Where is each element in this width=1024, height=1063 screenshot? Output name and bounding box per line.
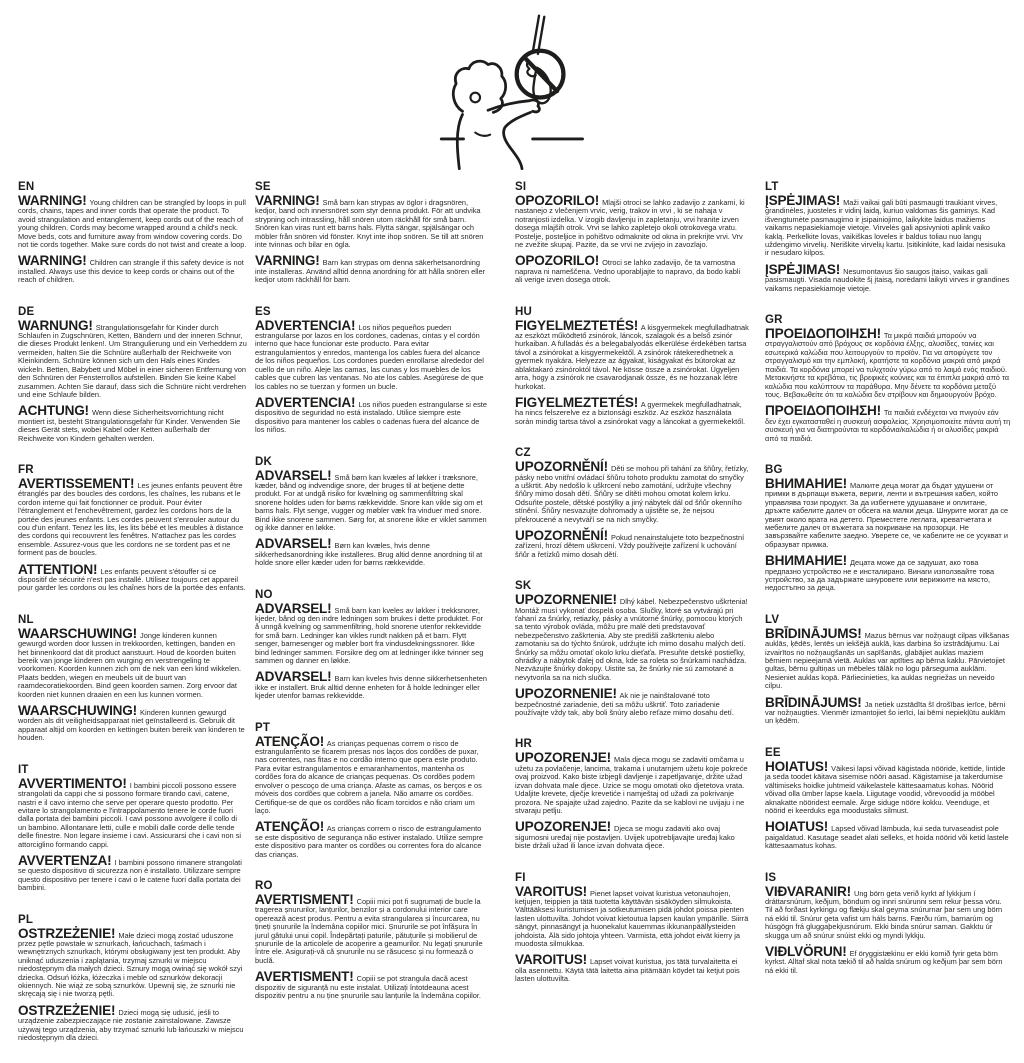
column-2 — [255, 181, 489, 1021]
language-section-dk — [255, 456, 489, 568]
language-code: IT — [18, 763, 29, 776]
language-section-se — [255, 181, 489, 285]
warning-heading: ADVARSEL! — [255, 669, 332, 685]
warning-heading: UPOZORNENIE! — [515, 592, 617, 608]
warning-paragraph: AVERTISMENT! Copiii mici pot fi sugrumați de bucle la tragerea șnururilor, lanțurilor, benzilor și a cordonului interior care operează acest produs. Pentru a evita strangularea și încurcarea, nu țineți șnururile la îndemâna copiilor mici. Șnururile se pot înfășura în jurul gâtului unui copil. Îndepărtați paturile, pătuțurile și mobilierul de șnururile de la articolele de acoperire a geamurilor. Nu legați șnururile între ele. Asigurați-vă că șnururile nu se răsucesc și nu formează o buclă. — [255, 891, 483, 965]
warning-heading: OSTRZEŻENIE! — [18, 925, 116, 941]
language-code: SK — [515, 580, 532, 593]
language-code: LV — [765, 613, 780, 626]
warning-heading: ВНИМАНИЕ! — [765, 475, 847, 491]
warning-paragraph: WAARSCHUWING! Kinderen kunnen gewurgd worden als dit veiligheidsapparaat niet geïnstalleerd is. Gebruik dit apparaat altijd om koorden en kettingen buiten bereik van kinderen te houden. — [18, 703, 245, 743]
warning-heading: ΠΡΟΕΙΔΟΠΟΙΗΣΗ! — [765, 326, 881, 342]
language-code: DE — [18, 305, 35, 318]
warning-heading: AVVERTENZA! — [18, 852, 112, 868]
warning-paragraph: OPOZORILO! Otroci se lahko zadavijo, če ta varnostna naprava ni nameščena. Vedno uporabljajte to napravo, da bodo kabli ali verige izven dosega otrok. — [515, 253, 741, 285]
prohibition-circle-icon — [517, 51, 564, 98]
warning-paragraph: ADVARSEL! Børn kan kvæles, hvis denne sikkerhedsanordning ikke installeres. Brug altid denne anordning til at holde snore eller kæder uden for børns rækkevidde. — [255, 536, 483, 568]
cord — [533, 16, 545, 54]
warning-paragraph: UPOZORNĚNÍ! Děti se mohou při tahání za šňůry, řetízky, pásky nebo vnitřní ovládací šňůru tohoto produktu zamotat do smyčky a uškrtit. Aby nedošlo k uškrcení nebo zamotání, udržujte všechny šňůry mimo dosah dětí. Šňůry se dítěti mohou omotat kolem krku. Odsuňte postele, dětské postýlky a jiný nábytek dál od šňůr okenního stínění. Šňůry nesvazujte dohromady a ujistěte se, že nejsou překroucené a nevytváří se na nich smyčky. — [515, 459, 749, 524]
language-section-ro — [255, 880, 489, 1000]
language-section-si — [515, 181, 749, 285]
warning-heading: ATENÇÃO! — [255, 819, 325, 835]
language-section-cz — [515, 447, 749, 559]
language-section-bg — [765, 464, 1011, 593]
warning-paragraph: BRĪDINĀJUMS! Ja netiek uzstādīta šī drošības ierīce, bērni var nožņaugties. Vienmēr izmantojiet šo ierīci, lai bērni nepiekļūtu auklām un ķēdēm. — [765, 694, 1006, 726]
warning-heading: WAARSCHUWING! — [18, 625, 137, 641]
warning-paragraph: ADVERTENCIA! Los niños pueden estrangularse si este dispositivo de seguridad no está instalado. Utilice siempre este dispositivo para mantener los cables o cadenas fuera del alcance de los niños. — [255, 394, 487, 435]
warning-paragraph: FIGYELMEZTETÉS! A kisgyermekek megfulladhatnak az eszközt működtető zsinórok, láncok, szalagok és a belső zsinór hurkaiban. A fulladás és a belegabalyodás elkerülése érdekében tartsa távol a zsinórokat a kisgyermekektől. A zsinórok rátekeredhetnek a gyermek nyakára. Helyezze az ágyakat, kiságyakat és bútorokat az ablaktakaró zsinóroktól távol. Ne kösse össze a zsinórokat. Ügyeljen arra, hogy a zsinórok ne csavarodjanak össze, és ne hozzanak létre hurkokat. — [515, 317, 749, 391]
language-section-is — [765, 872, 1011, 976]
language-code: CZ — [515, 447, 531, 460]
warning-paragraph: ĮSPĖJIMAS! Maži vaikai gali būti pasmaugti traukiant virves, grandinėles, juosteles ir vidinį laidą, kuriuo valdomas šis gaminys. Kad išvengtumėte pasmaugimo ir įsipainiojimo, laikykite laidus mažiems vaikams nepasiekiamoje vietoje. Virvelės gali apsivynioti aplink vaiko kaklą. Perkelkite lovas, vaikiškas loveles ir baldus toliau nuo langų uždengimo virvelių. Neriškite virvelių kartu. Įsitikinkite, kad laidai nesisuka ir nesudaro kilpos. — [765, 193, 1006, 258]
language-code: NO — [255, 588, 273, 601]
warning-paragraph: OPOZORILO! Mlajši otroci se lahko zadavijo z zankami, ki nastanejo z vlečenjem vrvic, verig, trakov in vrvi , ki se nahaja v notranjosti izdelka. V izogib davljenju in zapletanju, vrvi hranite izven dosega mlajših otrok. Vrvi se lahko zapletejo okoli otrokovega vratu. Postelje, posteljice in pohištvo odmaknite od okna in prekrijte vrvi. Vrv ne zvežite skupaj. Pazite, da se vrvi ne zvijejo in zavozlajo. — [515, 193, 745, 250]
warning-paragraph: AVERTISSEMENT! Les jeunes enfants peuvent être étranglés par des boucles des cordons, les chaînes, les rubans et le cordon interne qui fait fonctionner ce produit. Pour éviter l'étranglement et l'enchevêtrement, gardez les cordons hors de la portée des jeunes enfants. Les cordes peuvent s'enrouler autour du cou d'un enfant. Tenez les lits, les lits bébé et les meubles à distance des cordons qui recouvrent les fenêtres. N'attachez pas les cordes ensemble. Assurez-vous que les cordons ne se tordent pas et ne forment pas de boucles. — [18, 475, 244, 558]
warning-paragraph: HOIATUS! Väikesi lapsi võivad kägistada nööride, kettide, lintide ja seda toodet käitava sisemise nööri aasad. Kägistamise ja takerdumise vältimiseks hoidke juhtmeid väikelastele kättesaamatus kohas. Nöörid võivad olla ümber lapse kaela. Liigutage voodid, võrevoodid ja mööbel aknakatte nööridest eemale. Ärge siduge nööre kokku. Veenduge, et nöörid ei keerduks ega moodustaks silmust. — [765, 758, 1006, 815]
warning-paragraph: OSTRZEŻENIE! Dzieci mogą się udusić, jeśli to urządzenie zabezpieczające nie zostanie zainstalowane. Zawsze używaj tego urządzenia, aby trzymać sznurki lub łańcuszki w miejscu niedostępnym dla dzieci. — [18, 1002, 244, 1043]
language-section-de — [18, 306, 247, 443]
warning-heading: VARNING! — [255, 193, 320, 208]
warning-paragraph: WARNING! Young children can be strangled by loops in pull cords, chains, tapes and inner cords that operate the product. To avoid strangulation and entanglement, keep cords out of the reach of young children. Cords may become wrapped around a child's neck. Move beds, cots and furniture away from window covering cords. Do not tie cords together. Make sure cords do not twist and create a loop. — [18, 193, 247, 250]
warning-paragraph: UPOZORENJE! Djeca se mogu zadaviti ako ovaj sigurnosni uređaj nije postavljen. Uvijek upotrebljavajte uređaj kako biste držali užad ili lance izvan dohvata djece. — [515, 819, 735, 851]
language-code: EN — [18, 181, 35, 193]
warning-heading: ACHTUNG! — [18, 403, 89, 419]
column-1 — [18, 181, 247, 1063]
language-code: SI — [515, 181, 527, 193]
column-3 — [515, 181, 749, 1005]
warning-paragraph: VAROITUS! Pienet lapset voivat kuristua vetonauhojen, ketjujen, teippien ja tätä tuotetta käyttävän sisäköyden silmukoista. Välttääksesi kuristumisen ja sotkeutumisen pidä johdot poissa pienten lasten ulottuvilta. Johdot voivat kietoutua lapsen kaulan ympärille. Siirrä sängyt, pinnasängyt ja huonekalut kauemmas ikkunanpäällysteiden johdoista. Älä sido johtoja yhteen. Varmista, että johdot eivät kierry ja muodosta silmukkaa. — [515, 883, 749, 948]
language-code: ES — [255, 305, 271, 318]
warning-heading: VIÐLVÖRUN! — [765, 943, 847, 959]
language-section-fr — [18, 464, 247, 593]
language-section-ee — [765, 747, 1011, 851]
warning-heading: ADVERTENCIA! — [255, 394, 356, 410]
warning-paragraph: UPOZORNĚNÍ! Pokud nenainstalujete toto bezpečnostní zařízení, hrozí dětem uškrcení. Vždy používejte zařízení k uchování šňůr a řetízků mimo dosah dětí. — [515, 527, 745, 559]
warning-heading: ATENÇÃO! — [255, 733, 325, 749]
warning-heading: ВНИМАНИЕ! — [765, 553, 847, 569]
language-code: LT — [765, 181, 779, 193]
language-section-hr — [515, 738, 749, 850]
warning-paragraph: AVVERTIMENTO! I bambini piccoli possono essere strangolati da cappi che si possono formare tirando cavi, catene, nastri e il cavo interno che serve per operare questo prodotto. Per evitare lo strangolamento e l'intrappolamento tenere le corde fuori dalla portata dei bambini piccoli. I cavi possono avvolgere il collo di un bambino. Allontanare letti, culle e mobili dalle corde delle tende delle finestre. Non legare insieme i cavi. Assicurarsi che i cavi non si attorciglino formando cappi. — [18, 775, 242, 849]
warning-heading: UPOZORNENIE! — [515, 686, 617, 702]
warning-heading: VAROITUS! — [515, 883, 587, 899]
language-section-sk — [515, 580, 749, 717]
warning-paragraph: ADVERTENCIA! Los niños pequeños pueden estrangularse por lazos en los cordones, cadenas, cintas y el cordón interno que hace funcionar este producto. Para evitar estrangulamientos y enredos, mantenga los cables fuera del alcance de los niños pequeños. Los cordones pueden enrollarse alrededor del cuello de un niño. Aleje las camas, las cunas y los muebles de los cables que cubren las ventanas. No ate los cables. Asegúrese de que los cables no se tuerzan y formen un bucle. — [255, 317, 484, 391]
warning-heading: ΠΡΟΕΙΔΟΠΟΙΗΣΗ! — [765, 403, 881, 419]
warning-heading: HOIATUS! — [765, 758, 829, 774]
warning-paragraph: ВНИМАНИЕ! Малките деца могат да бъдат удушени от примки в дърпащи въжета, вериги, ленти и вътрешния кабел, който управлява този продукт. За да избегнете удушаване и оплитане, дръжте кабелите далеч от обсега на малки деца. Шнурите могат да се увият около врата на детето. Преместете леглата, креватчетата и мебелите далеч от въжетата за покриване на прозорци. Не завързвайте кабелите заедно. Уверете се, че кабелите не се усукват и образуват примка. — [765, 475, 1009, 549]
warning-paragraph: ATENÇÃO! As crianças correm o risco de estrangulamento se este dispositivo de segurança não estiver instalado. Utilize sempre este dispositivo para manter os cordões ou correntes fora do alcance das crianças. — [255, 819, 483, 859]
warning-heading: UPOZORNĚNÍ! — [515, 459, 608, 475]
language-section-lt — [765, 181, 1011, 293]
warning-heading: OSTRZEŻENIE! — [18, 1002, 116, 1018]
warning-paragraph: WARNUNG! Strangulationsgefahr für Kinder durch Schlaufen in Zugschnüren, Ketten, Bändern und der inneren Schnur, die dieses Produkt lenken!. Um Strangulierung und ein Verheddern zu vermeiden, halten Sie die Schnüre außerhalb der Reichweite von Kleinkindern. Schnüre können sich um den Hals eines Kindes wickeln. Betten, Babybett und Möbel in einer sicheren Entfernung von den Schnüren der Fensterrollos aufstellen. Binden Sie keine Kabel zusammen. Achten Sie darauf, dass sich die Schnüre nicht verdrehen und eine Schlaufe bilden. — [18, 317, 247, 399]
language-section-it — [18, 764, 247, 893]
warning-heading: UPOZORENJE! — [515, 750, 611, 766]
warning-paragraph: VAROITUS! Lapset voivat kuristua, jos tätä turvalaitetta ei olla asennettu. Käytä tätä laitetta aina pitämään köydet tai ketjut pois lasten ulottuvilta. — [515, 952, 740, 984]
language-section-fi — [515, 872, 749, 984]
warning-heading: ĮSPĖJIMAS! — [765, 261, 841, 277]
language-code: BG — [765, 463, 783, 476]
column-4 — [765, 181, 1011, 996]
warning-paragraph: ΠΡΟΕΙΔΟΠΟΙΗΣΗ! Τα παιδιά ενδέχεται να πνιγούν εάν δεν έχει εγκατασταθεί η συσκευή ασφαλείας. Χρησιμοποιείτε πάντα αυτή τη συσκευή για να διατηρούνται τα κορδόνια/καλώδια ή οι αλυσίδες μακριά από τα παιδιά. — [765, 403, 1011, 443]
language-code: PL — [18, 913, 34, 926]
warning-paragraph: AVVERTENZA! I bambini possono rimanere strangolati se questo dispositivo di sicurezza non è installato. Utilizzare sempre questo dispositivo per tenere i cavi o le catene fuori dalla portata dei bambini. — [18, 852, 242, 893]
language-code: PT — [255, 721, 271, 734]
language-code: SE — [255, 181, 271, 193]
warning-paragraph: ĮSPĖJIMAS! Nesumontavus šio saugos įtaiso, vaikas gali pasismaugti. Visada naudokite šį įtaisą, norėdami laikyti virves ir grandines vaikams nepasiekiamoje vietoje. — [765, 261, 1010, 293]
warning-paragraph: FIGYELMEZTETÉS! A gyermekek megfulladhatnak, ha nincs felszerelve ez a biztonsági eszköz. Az eszköz használata során mindig tartsa távol a zsinórokat vagy a láncokat a gyermekektől. — [515, 394, 746, 426]
warning-heading: UPOZORENJE! — [515, 819, 611, 835]
warning-paragraph: VIÐVARANIR! Ung börn geta verið kyrkt af lykkjum í dráttarsnúrum, keðjum, böndum og innri snúrunni sem rekur þessa vöru. Til að forðast kyrkingu og flækju skal geyma snúrurnar þar sem ung börn ná ekki til. Snúrur geta vafist um háls barns. Færðu rúm, barnarúm og húsgögn frá gluggaþekjusnúrum. Ekki binda snúrur saman. Gakktu úr skugga um að snúrur snúist ekki og myndi lykkju. — [765, 883, 1003, 940]
language-section-nl — [18, 614, 247, 743]
language-code: NL — [18, 613, 34, 626]
warning-heading: FIGYELMEZTETÉS! — [515, 317, 639, 333]
warning-heading: BRĪDINĀJUMS! — [765, 625, 862, 641]
warning-heading: ATTENTION! — [18, 561, 98, 577]
warning-paragraph: UPOZORENJE! Mala djeca mogu se zadaviti omčama u užetu za povlačenje, lancima, trakama i unutarnjem užetu koje pokreće ovaj proizvod. Kako biste izbjegli davljenje i zapetljavanje, držite užad izvan dohvata male djece. Uzice se mogu omotati oko djetetova vrata. Udaljite krevete, dječje krevetiće i namještaj od užadi za pokrivanje prozora. Ne spajajte užad zajedno. Pazite da se kablovi ne uvijaju i ne stvaraju petlju. — [515, 750, 748, 815]
warning-heading: VAROITUS! — [515, 952, 587, 968]
warning-heading: VARNING! — [255, 253, 320, 269]
warning-heading: AVERTISMENT! — [255, 891, 354, 907]
language-section-en — [18, 181, 247, 285]
language-section-lv — [765, 614, 1011, 726]
warning-paragraph: VIÐLVÖRUN! Ef öryggistækinu er ekki komið fyrir geta börn kyrkst. Alltaf skal nota tækið til að halda snúrum og keðjum þar sem börn ná ekki til. — [765, 943, 1003, 975]
warning-paragraph: ADVARSEL! Små barn kan kveles av løkker i trekksnorer, kjeder, bånd og den indre ledningen som brukes i dette produktet. For å unngå kvelning og sammenfiltring, hold snorene utenfor rekkevidde for små barn. Ledninger kan vikles rundt nakken på et barn. Flytt senger, barnesenger og møbler bort fra vindusdekningssnorer. Ikke bind ledninger sammen. Forsikre deg om at ledninger ikke tvinner seg sammen og danner en løkke. — [255, 600, 484, 666]
language-code: IS — [765, 871, 777, 884]
language-code: EE — [765, 746, 781, 759]
language-code: FI — [515, 871, 526, 884]
warning-heading: WAARSCHUWING! — [18, 703, 137, 719]
child-reaching-cord-illustration — [420, 8, 590, 170]
language-section-no — [255, 589, 489, 701]
warning-heading: ĮSPĖJIMAS! — [765, 193, 841, 208]
warning-heading: ADVARSEL! — [255, 467, 332, 483]
language-code: GR — [765, 314, 783, 327]
warning-paragraph: AVERTISMENT! Copiii se pot strangula dacă acest dispozitiv de siguranță nu este instalat. Utilizați întotdeauna acest dispozitiv pentru a nu ține șnururile sau lanțurile la îndemâna copiilor. — [255, 969, 481, 1000]
warning-heading: WARNING! — [18, 193, 87, 208]
warning-paragraph: OSTRZEŻENIE! Małe dzieci mogą zostać uduszone przez pętle powstałe w sznurkach, łańcuchach, taśmach i wewnętrznych sznurkach, którymi obsługiwany jest ten produkt. Aby uniknąć uduszenia i zaplątania, trzymaj sznurki w miejscu niedostępnym dla małych dzieci. Sznury mogą owinąć się wokół szyi dziecka. Odsuń łóżka, łóżeczka i meble od sznurków dekoracji okiennych. Nie wiąż ze sobą sznurków. Upewnij się, że sznurki nie skręcają się i nie tworzą pętli. — [18, 925, 243, 999]
warning-heading: ADVARSEL! — [255, 536, 332, 552]
warning-paragraph: ATTENTION! Les enfants peuvent s'étouffer si ce dispositif de sécurité n'est pas installé. Utilisez toujours cet appareil pour garder les cordons ou les chaînes hors de la portée des enfants. — [18, 561, 246, 593]
warning-heading: OPOZORILO! — [515, 193, 600, 208]
warning-paragraph: VARNING! Små barn kan strypas av öglor i dragsnören, kedjor, band och innersnöret som styr denna produkt. För att undvika strypning och intrassling, håll snören utom räckhåll för små barn. Snören kan viras runt ett barns hals. Flytta sängar, spjälsängar och möbler från snören vid fönster. Knyt inte ihop snören. Se till att snören inte tvinnas och bilar en ögla. — [255, 193, 484, 250]
language-section-hu — [515, 306, 749, 426]
warning-heading: AVERTISSEMENT! — [18, 475, 135, 491]
warning-heading: ADVERTENCIA! — [255, 317, 356, 333]
warning-paragraph: ADVARSEL! Barn kan kveles hvis denne sikkerhetsenheten ikke er installert. Bruk alltid denne enheten for å holde ledninger eller kjeder utenfor barnas rekkevidde. — [255, 669, 487, 701]
language-section-es — [255, 306, 489, 435]
warning-heading: HOIATUS! — [765, 819, 829, 835]
warning-heading: WARNING! — [18, 253, 87, 269]
warning-heading: FIGYELMEZTETÉS! — [515, 394, 639, 410]
warning-heading: AVERTISMENT! — [255, 969, 354, 985]
language-section-pl — [18, 914, 247, 1043]
warning-paragraph: ACHTUNG! Wenn diese Sicherheitsvorrichtung nicht montiert ist, besteht Strangulationsgefahr für Kinder. Verwenden Sie dieses Gerät stets, wobei Kabel oder Ketten außerhalb der Reichweite von Kindern gehalten werden. — [18, 403, 241, 443]
warning-paragraph: ATENÇÃO! As crianças pequenas correm o risco de estrangulamento se ficarem presas nos laços dos cordões de puxar, nas correntes, nas fitas e no cordão interno que opera este produto. Para evitar estrangulamentos e emaranhamentos, mantenha os cordões fora do alcance de crianças pequenas. Os cordões podem envolver o pescoço de uma criança. Afaste as camas, os berços e os móveis dos cordões que cobrem a janela. Não amarre os cordões. Certifique-se de que os cordões não ficam torcidos e não criam um laço. — [255, 733, 482, 815]
warning-heading: AVVERTIMENTO! — [18, 775, 127, 791]
warning-paragraph: WAARSCHUWING! Jonge kinderen kunnen gewurgd worden door lussen in trekkoorden, kettingen, banden en het binnenkoord dat dit product aanstuurt. Houd de koorden buiten bereik van jonge kinderen om wurging en verstrengeling te voorkomen. Koorden kunnen zich om de nek van een kind wikkelen. Plaats bedden, wiegen en meubels uit de buurt van raamdecoratiekoorden. Bind geen koorden samen. Zorg ervoor dat koorden niet kunnen draaien en een lus kunnen vormen. — [18, 625, 242, 699]
warning-illustration — [420, 8, 590, 170]
language-section-gr — [765, 314, 1011, 443]
warning-paragraph: ADVARSEL! Små børn kan kvæles af løkker i træksnore, kæder, bånd og indvendige snore, der bruges til at betjene dette produkt. For at undgå risiko for kvælning og sammenfiltring skal snorene holdes uden for børns rækkevidde. Snore kan vikle sig om et barns hals. Flyt senge, vugger og møbler væk fra vinduer med snore. Bind ikke snorene sammen. Sørg for, at snorene ikke er viklet sammen og ikke danner en løkke. — [255, 467, 487, 532]
warning-heading: ADVARSEL! — [255, 600, 332, 616]
warning-paragraph: ВНИМАНИЕ! Децата може да се задушат, ако това предпазно устройство не е инсталирано. Винаги използвайте това устройство, за да задържате шнуровете или верижките на място, недостъпно за деца. — [765, 553, 995, 593]
warning-heading: UPOZORNĚNÍ! — [515, 527, 608, 543]
child-figure — [453, 61, 539, 169]
language-code: DK — [255, 455, 273, 468]
language-code: HU — [515, 305, 533, 318]
language-code: HR — [515, 738, 533, 751]
warning-heading: OPOZORILO! — [515, 253, 600, 269]
warning-paragraph: VARNING! Barn kan strypas om denna säkerhetsanordning inte installeras. Använd alltid denna anordning för att hålla snören eller kedjor utom räckhåll för barn. — [255, 253, 486, 285]
language-section-pt — [255, 722, 489, 859]
warning-heading: VIÐVARANIR! — [765, 883, 851, 899]
language-code: FR — [18, 463, 34, 476]
warning-paragraph: ΠΡΟΕΙΔΟΠΟΙΗΣΗ! Τα μικρά παιδιά μπορούν να στραγγαλιστούν από βρόχους σε κορδόνια έλξης, αλυσίδες, ταινίες και εσωτερικά καλώδια που λειτουργούν το προϊόν. Για να αποφύγετε τον στραγγαλισμό και την εμπλοκή, κρατήστε τα κορδόνια μακριά από μικρά παιδιά. Τα κορδόνια μπορεί να τυλιχτούν γύρω από το λαιμό ενός παιδιού. Μετακινήστε τα κρεβάτια, τις βρεφικές κούνιες και τα έπιπλα μακριά από τα καλώδια που καλύπτουν τα παράθυρα. Μην δένετε τα κορδόνια μεταξύ τους. Βεβαιωθείτε ότι τα καλώδια δεν στρίβουν και δημιουργούν βρόχο. — [765, 326, 1010, 399]
warning-paragraph: UPOZORNENIE! Dlhý kábel. Nebezpečenstvo uškrtenia! Montáž musí vykonať dospelá osoba. Slučky, ktoré sa vytvárajú pri ťahaní za šnúrky, retiazky, pásky a vnútorné šnúrky, pomocou ktorých sa tento výrobok ovláda, môžu pre malé deti predstavovať nebezpečenstvo zaškrtenia. Aby ste predišli zaškrteniu alebo zamotaniu sa do týchto šnúrok, udržujte ich mimo dosahu malých detí. Šnúrky sa môžu omotať okolo krku dieťaťa. Presuňte detské postieľky, ohrádky a nábytok ďalej od okna, kde sa roleta so šnúrkami nachádza. Nezväzujte šnúrky dokopy. Uistite sa, že šnúrky nie sú zamotané a nevytvorila sa na nich slučka. — [515, 592, 748, 682]
warning-paragraph: BRĪDINĀJUMS! Mazus bērnus var nožņaugt cilpas vilkšanas auklās, ķēdēs, lentēs un iekšējā auklā, kas darbina šo izstrādājumu. Lai izvairītos no nožņaugšanās un sapīšanās, glabājiet auklas maziem bērniem nepieejamā vietā. Auklas var aptīties ap bērna kaklu. Pārvietojiet gultas, bērnu gultiņas un mēbeles tālāk no logu pārseguma auklām. Nesieniet auklas kopā. Pārliecinieties, ka auklas negriežas un neveido cilpu. — [765, 625, 1010, 691]
warning-paragraph: HOIATUS! Lapsed võivad lämbuda, kui seda turvaseadist pole paigaldatud. Kasutage seadet alati selleks, et hoida nöörid või ketid lastele kättesaamatus kohas. — [765, 819, 1009, 851]
warning-paragraph: WARNING! Children can strangle if this safety device is not installed. Always use this device to keep cords or chains out of the reach of children. — [18, 253, 244, 285]
warning-paragraph: UPOZORNENIE! Ak nie je nainštalované toto bezpečnostné zariadenie, deti sa môžu uškrtiť. Toto zariadenie používajte vždy tak, aby boli šnúry alebo reťaze mimo dosahu detí. — [515, 686, 734, 718]
warning-heading: BRĪDINĀJUMS! — [765, 694, 862, 710]
language-code: RO — [255, 879, 273, 892]
warning-heading: WARNUNG! — [18, 317, 93, 333]
